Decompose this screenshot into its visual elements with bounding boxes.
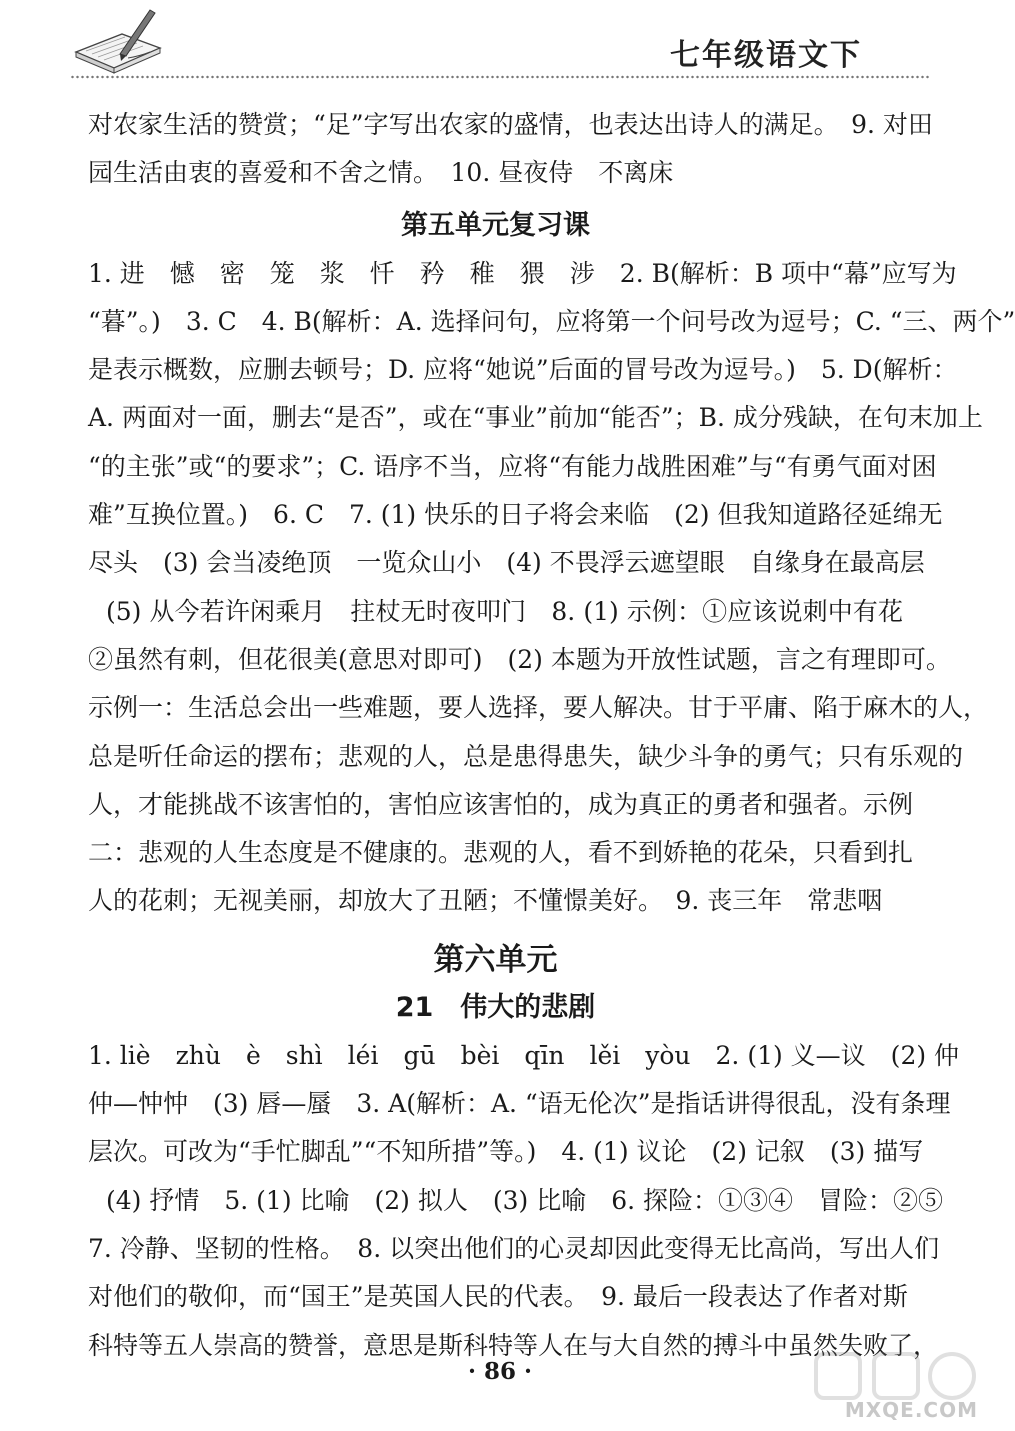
text-line: (5) 从今若许闲乘月 拄杖无时夜叩门 8. (1) 示例：①应该说刺中有花 xyxy=(106,596,903,626)
header-divider xyxy=(70,74,930,80)
page-header xyxy=(0,0,1000,80)
unit-title: 第六单元 xyxy=(433,941,558,978)
text-line: 7. 冷静、坚韧的性格。 8. 以突出他们的心灵却因此变得无比高尚，写出人们 xyxy=(88,1233,940,1263)
text-line: 尽头 (3) 会当凌绝顶 一览众山小 (4) 不畏浮云遮望眼 自缘身在最高层 xyxy=(88,548,925,578)
text-line: “暮”。) 3. C 4. B(解析：A. 选择问句，应将第一个问号改为逗号；C. “三、两个” xyxy=(88,306,1015,336)
text-line: ②虽然有刺，但花很美(意思对即可) (2) 本题为开放性试题，言之有理即可。 xyxy=(88,644,951,674)
text-line: 是表示概数，应删去顿号；D. 应将“她说”后面的冒号改为逗号。) 5. D(解析： xyxy=(88,355,958,385)
text-line: 1. liè zhù è shì léi gū bèi qīn lěi yòu 2. (1) 义—议 (2) 仲 xyxy=(88,1040,960,1070)
text-line: A. 两面对一面，删去“是否”，或在“事业”前加“能否”；B. 成分残缺，在句末加上 xyxy=(88,403,983,433)
text-line: 难”互换位置。) 6. C 7. (1) 快乐的日子将会来临 (2) 但我知道路径延绵无 xyxy=(88,500,943,530)
text-line: 科特等五人崇高的赞誉，意思是斯科特等人在与大自然的搏斗中虽然失败了， xyxy=(88,1330,939,1360)
text-line: 人，才能挑战不该害怕的，害怕应该害怕的，成为真正的勇者和强者。示例 xyxy=(88,789,914,819)
text-line: 层次。可改为“手忙脚乱”“不知所措”等。) 4. (1) 议论 (2) 记叙 (3) 描写 xyxy=(88,1137,924,1167)
lesson-title: 21 伟大的悲剧 xyxy=(395,991,596,1023)
text-line: 仲—忡忡 (3) 唇—蜃 3. A(解析：A. “语无伦次”是指话讲得很乱，没有条理 xyxy=(88,1089,951,1119)
text-line: 园生活由衷的喜爱和不舍之情。 10. 昼夜侍 不离床 xyxy=(88,158,674,188)
text-line: 1. 进 憾 密 笼 浆 忏 矜 稚 猥 涉 2. B(解析：B 项中“幕”应写为 xyxy=(88,258,957,288)
watermark-text: MXQE.COM xyxy=(844,1398,978,1422)
text-line: 二：悲观的人生态度是不健康的。悲观的人，看不到娇艳的花朵，只看到扎 xyxy=(88,838,914,868)
book-title: 七年级语文下 xyxy=(670,38,862,73)
section-title: 第五单元复习课 xyxy=(401,209,590,241)
answer-content xyxy=(88,101,1015,1370)
text-line: 总是听任命运的摆布；悲观的人，总是患得患失，缺少斗争的勇气；只有乐观的 xyxy=(88,741,964,771)
text-line: 人的花刺；无视美丽，却放大了丑陋；不懂憬美好。 9. 丧三年 常悲咽 xyxy=(88,886,883,916)
text-line: 示例一：生活总会出一些难题，要人选择，要人解决。甘于平庸、陷于麻木的人， xyxy=(88,693,989,723)
text-line: 对他们的敬仰，而“国王”是英国人民的代表。 9. 最后一段表达了作者对斯 xyxy=(88,1282,908,1312)
notebook-pen-icon xyxy=(70,4,166,72)
text-line: (4) 抒情 5. (1) 比喻 (2) 拟人 (3) 比喻 6. 探险：①③④ 冒险：②⑤ xyxy=(106,1185,944,1215)
text-line: 对农家生活的赞赏；“足”字写出农家的盛情，也表达出诗人的满足。 9. 对田 xyxy=(88,110,933,139)
page-number: · 86 · xyxy=(467,1358,533,1385)
text-line: “的主张”或“的要求”；C. 语序不当，应将“有能力战胜困难”与“有勇气面对困 xyxy=(88,451,937,481)
